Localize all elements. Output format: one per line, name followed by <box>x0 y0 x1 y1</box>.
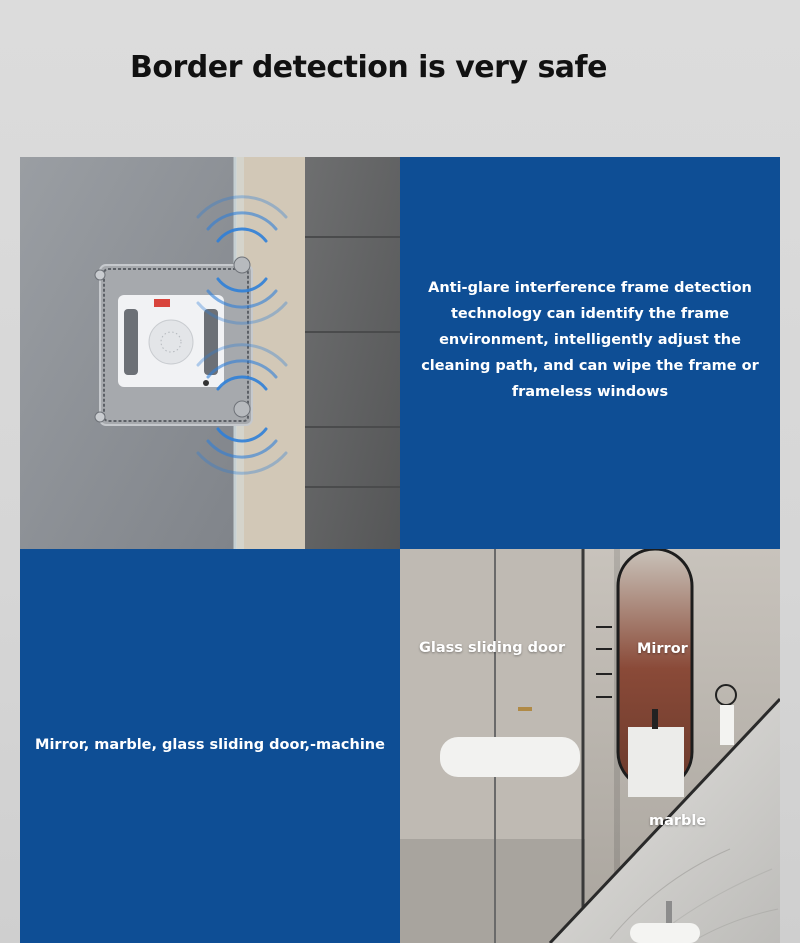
frame-detection-description: Anti-glare interference frame detection technology can identify the frame environment, intelligently adjust the cleaning path, and can wipe the frame or frameless windows <box>421 280 759 400</box>
surfaces-caption: Mirror, marble, glass sliding door,-machine <box>35 737 385 753</box>
window-robot-illustration <box>20 157 400 549</box>
page-title: Border detection is very safe <box>130 50 607 85</box>
bathroom-image-panel <box>400 549 780 943</box>
surfaces-panel <box>20 549 400 943</box>
marble-label: marble <box>649 813 707 829</box>
bathroom-illustration <box>400 549 780 943</box>
frame-detection-panel <box>400 157 780 549</box>
glass-door-label: Glass sliding door <box>419 640 566 656</box>
mirror-label: Mirror <box>637 641 688 657</box>
robot-image-panel <box>20 157 400 549</box>
